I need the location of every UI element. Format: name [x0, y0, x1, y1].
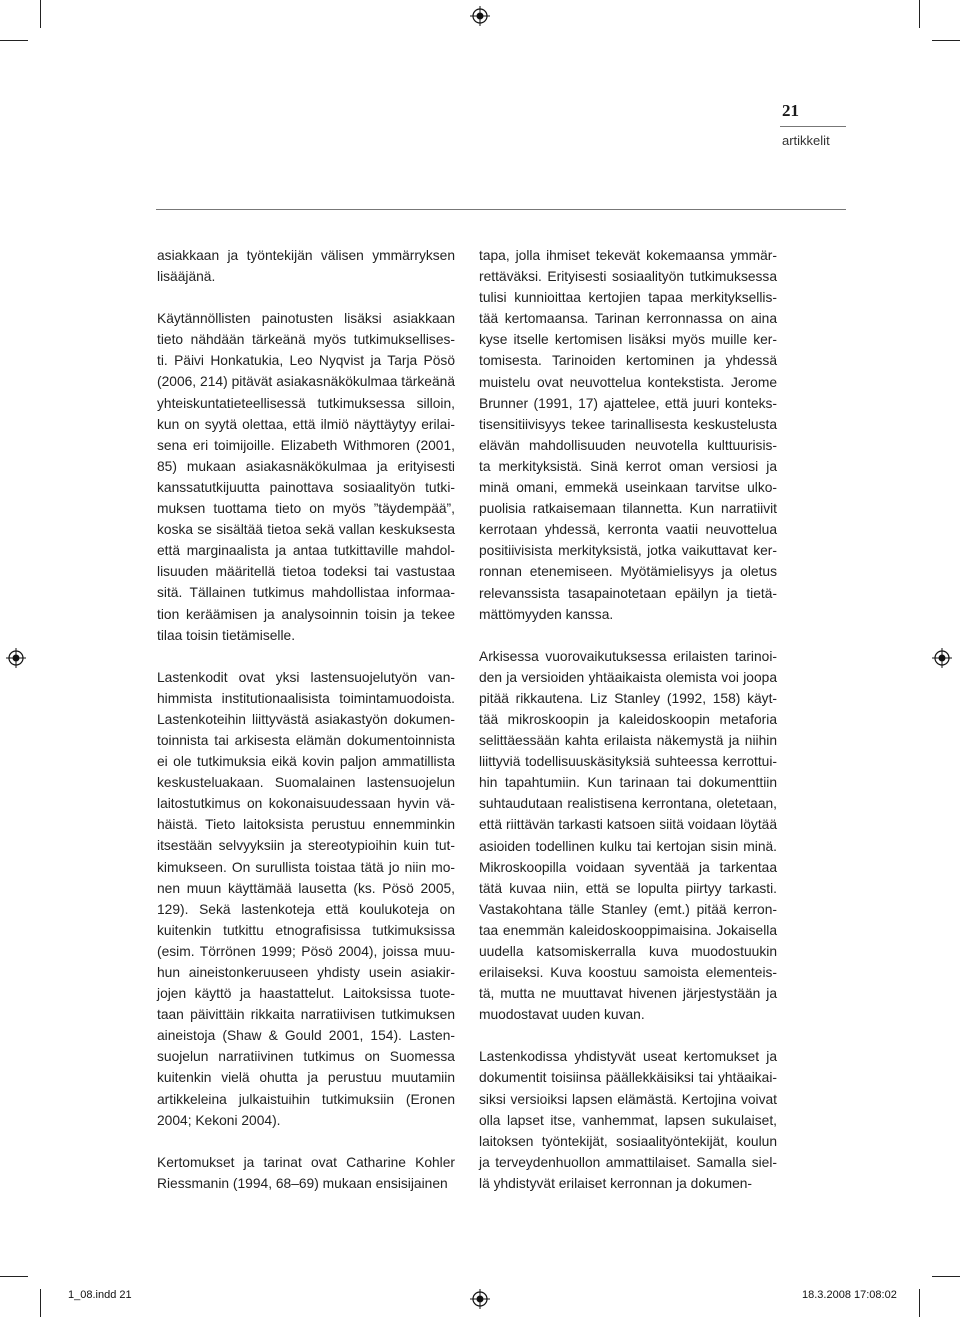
text-line: uudella katsomiskerralla kuva muodostuukin [479, 944, 777, 959]
text-line: että riittävän tarkasti katsoen siitä voidaan löytää [479, 817, 777, 833]
text-line: minä omani, emmekä useinkaan tarvitse ulko- [479, 480, 777, 496]
footer-timestamp: 18.3.2008 17:08:02 [802, 1289, 897, 1301]
text-line: toinnista tai arkisesta elämän dokumentoinnista [157, 732, 455, 748]
text-line: kimukseen. On surullista toistaa tätä jo niin mo- [157, 859, 455, 875]
paragraph [479, 1046, 777, 1194]
paragraph [157, 1152, 455, 1194]
text-line: tomisesta. Tarinoiden kertominen ja yhdessä [479, 353, 777, 369]
footer-file-info: 1_08.indd 21 [68, 1289, 132, 1301]
text-line: lisääjänä. [157, 269, 216, 285]
text-line: olla lapset itse, vanhemmat, lapsen sukulaiset, [479, 1112, 777, 1128]
text-line: ronnan etenemiseen. Myötämielisyys ja oletus [479, 564, 777, 580]
text-line: relevanssista tasapainotetaan epäilyn ja tietä- [479, 585, 777, 601]
text-line: 129). Sekä lastenkoteja että koulukoteja on [157, 901, 455, 917]
paragraph [157, 308, 455, 646]
crop-mark [0, 40, 28, 41]
left-column [157, 245, 455, 1215]
text-line: laitostutkimus on kokonaisuudessaan hyvin vä- [157, 796, 455, 812]
text-line: artikkeleina julkaistuihin tutkimuksiin (Eronen [157, 1091, 455, 1107]
text-line: suojelun narratiivinen tutkimus on Suomessa [157, 1049, 455, 1065]
text-line: aineistoja (Shaw & Gould 2001, 154). Lasten- [157, 1028, 455, 1044]
text-line: mättömyyden kanssa. [479, 606, 614, 622]
text-line: hin tapahtumiin. Kun tarinaan tai dokumenttiin [479, 775, 777, 791]
text-line: 85) mukaan asiakasnäkökulmaa ja erityisesti [157, 458, 455, 474]
text-line: keskusteluakaan. Suomalainen lastensuojelun [157, 775, 455, 791]
text-line: (2006, 214) pitävät asiakasnäkökulmaa tärkeänä [157, 374, 455, 390]
text-line: selittäessään kahta erilaista näkemystä ja niihin [479, 733, 777, 749]
registration-mark-icon [932, 648, 952, 668]
text-line: laitoksen työntekijät, sosiaalityöntekijät, koulun [479, 1133, 777, 1149]
text-line: Käytännöllisten painotusten lisäksi asiakkaan [157, 311, 455, 327]
paragraph [157, 245, 455, 287]
text-line: muistelu ovat neuvottelua kontekstista. Jerome [479, 374, 777, 390]
page-header [780, 100, 846, 148]
text-line: Vastakohtana tälle Stanley (emt.) pitää kerron- [479, 901, 777, 917]
text-line: itsestään selvyyksiin ja stereotypioihin kuin tut- [157, 838, 455, 854]
section-label: artikkelit [782, 133, 830, 148]
text-line: kuitenkin tutkittu etnografisissa tutkimuksissa [157, 922, 455, 938]
text-line: häistä. Tieto laitoksista perustuu ennemminkin [157, 817, 455, 833]
text-line: Kertomukset ja tarinat ovat Catharine Kohler [157, 1154, 455, 1170]
text-line: tää mikroskoopin ja kaleidoskoopin metaforia [479, 711, 777, 727]
text-line: ja terveydenhuollon ammattilaiset. Samalla siel- [479, 1154, 777, 1170]
text-line: taan päivittäin rikkaita narratiivisen tutkimuksen [157, 1007, 455, 1023]
text-line: Mikroskoopilla voidaan syventää ja tarkentaa [479, 859, 777, 875]
text-line: Lastenkoteihin liittyvästä asiakastyön dokumen- [157, 711, 455, 727]
crop-mark [40, 1289, 41, 1317]
text-line: pitää rikkautena. Liz Stanley (1992, 158) käyt- [479, 690, 777, 706]
text-line: positiivisista merkityksistä, jotka vaikuttavat ker- [479, 543, 777, 559]
text-line: suhtaudutaan realistisena kerrontana, oletetaan, [479, 796, 777, 812]
text-line: Riessmanin (1994, 68–69) mukaan ensisijainen [157, 1175, 448, 1191]
text-line: sitä. Tällainen tutkimus mahdollistaa informaa- [157, 585, 455, 601]
text-line: lä yhdistyvät erilaiset kerronnan ja dokumen- [479, 1175, 753, 1191]
text-line: kanssatutkijuutta painottava sosiaalityön tutki- [157, 479, 455, 495]
text-line: lisuuden määritellä tietoa todeksi tai vastustaa [157, 564, 455, 580]
registration-mark-icon [470, 1289, 490, 1309]
text-line: Brunner (1991, 17) ajattelee, että juuri konteks- [479, 395, 777, 411]
text-line: Lastenkodit ovat yksi lastensuojelutyön van- [157, 669, 455, 685]
text-line: den ja versioiden yhtäaikaista olemista voi joopa [479, 669, 777, 685]
text-line: tion keräämisen ja analysoinnin toisin ja tekee [157, 606, 455, 622]
text-line: siksi versioiksi lapsen elämästä. Kertojina voivat [479, 1091, 777, 1107]
text-line: tää kertomaansa. Tarinan kerronnassa on aina [479, 311, 777, 327]
paragraph [479, 245, 777, 625]
text-line: (esim. Törrönen 1999; Pösö 2004), joissa muu- [157, 943, 455, 959]
text-line: tieto nähdään tärkeänä myös tutkimuksellises- [157, 332, 455, 348]
text-line: jojen käyttö ja haastattelut. Laitoksissa tuote- [157, 986, 455, 1002]
crop-mark [919, 1289, 920, 1317]
text-line: taa enemmän kaleidoskooppimaisina. Jokaisella [479, 922, 777, 938]
text-line: tisensitiivisyys tekee tarinallisesta keskustelusta [479, 416, 777, 432]
text-line: puolisia ratkaisemaan tilannetta. Kun narratiivit [479, 501, 777, 517]
crop-mark [932, 1276, 960, 1277]
text-line: tilaa toisin tietämiselle. [157, 627, 296, 643]
text-line: muksen tuottama tieto on myös ”täydempää”, [157, 501, 455, 517]
text-line: elävän mahdollisuuden neuvotella kulttuurisis- [479, 437, 777, 453]
text-line: tä, mutta ne muuttavat hivenen järjestystään ja [479, 986, 777, 1002]
text-line: himmista institutionaalisista toimintamuodoista. [157, 690, 455, 706]
text-line: kyse itselle kertomisen lisäksi myös muille ker- [479, 332, 777, 348]
text-line: koska se sisältää tietoa sekä vallan keskuksesta [157, 522, 455, 538]
crop-mark [0, 1276, 28, 1277]
text-line: yhteiskuntatieteellisessä tutkimuksessa silloin, [157, 395, 455, 411]
text-line: kun on syytä olettaa, että ilmiö näyttäytyy erilai- [157, 416, 455, 432]
text-line: muodostavat uuden kuvan. [479, 1007, 645, 1023]
text-line: Lastenkodissa yhdistyvät useat kertomukset ja [479, 1049, 777, 1065]
text-line: asiakkaan ja työntekijän välisen ymmärryksen [157, 248, 455, 263]
text-line: nen muun käyttämää lausetta (ks. Pösö 2005, [157, 880, 455, 896]
text-line: ei ole tutkimuksia eikä kovin paljon ammatillista [157, 754, 455, 770]
text-line: tulisi kunnioittaa kertojien tapaa merkityksellis- [479, 290, 777, 306]
registration-mark-icon [6, 648, 26, 668]
text-line: erilaiseksi. Kuva koostuu samoista elementeis- [479, 965, 777, 981]
text-line: 2004; Kekoni 2004). [157, 1112, 281, 1128]
text-line: dokumentit toisiinsa päällekkäisiksi tai yhtäaikai- [479, 1070, 777, 1086]
text-line: sena eri toimijoille. Elizabeth Withmoren (2001, [157, 437, 455, 453]
text-line: liittyviä todellisuuskäsityksiä suhteessa kerrottui- [479, 754, 777, 770]
text-line: että marginaalista ja antaa tutkittaville mahdol- [157, 543, 455, 559]
registration-mark-icon [470, 6, 490, 26]
paragraph [479, 646, 777, 1026]
paragraph [157, 667, 455, 1131]
crop-mark [40, 0, 41, 28]
page-number: 21 [782, 101, 799, 120]
text-line: kerrotaan yhdessä, kerronta vaatii neuvottelua [479, 522, 777, 538]
text-line: hun aineistonkeruuseen yhdisty usein asiakir- [157, 965, 455, 980]
right-column [479, 245, 777, 1215]
text-line: rettäväksi. Erityisesti sosiaalityön tutkimuksessa [479, 269, 777, 285]
text-line: ta merkityksistä. Sinä kerrot oman versiosi ja [479, 458, 777, 474]
text-line: asioiden todellinen kulku tai kertojan sisin minä. [479, 838, 777, 854]
crop-mark [932, 40, 960, 41]
header-divider [780, 126, 846, 127]
text-line: tätä kuvaa niin, että se lopulta piirtyy tarkasti. [479, 880, 777, 896]
text-line: Arkisessa vuorovaikutuksessa erilaisten tarinoi- [479, 648, 777, 664]
text-line: ti. Päivi Honkatukia, Leo Nyqvist ja Tarja Pösö [157, 353, 455, 369]
text-line: tapa, jolla ihmiset tekevät kokemaansa ymmär- [479, 248, 777, 263]
crop-mark [919, 0, 920, 28]
top-divider [156, 209, 846, 210]
text-line: kuitenkin vielä ohutta ja perustuu muutamiin [157, 1070, 455, 1086]
